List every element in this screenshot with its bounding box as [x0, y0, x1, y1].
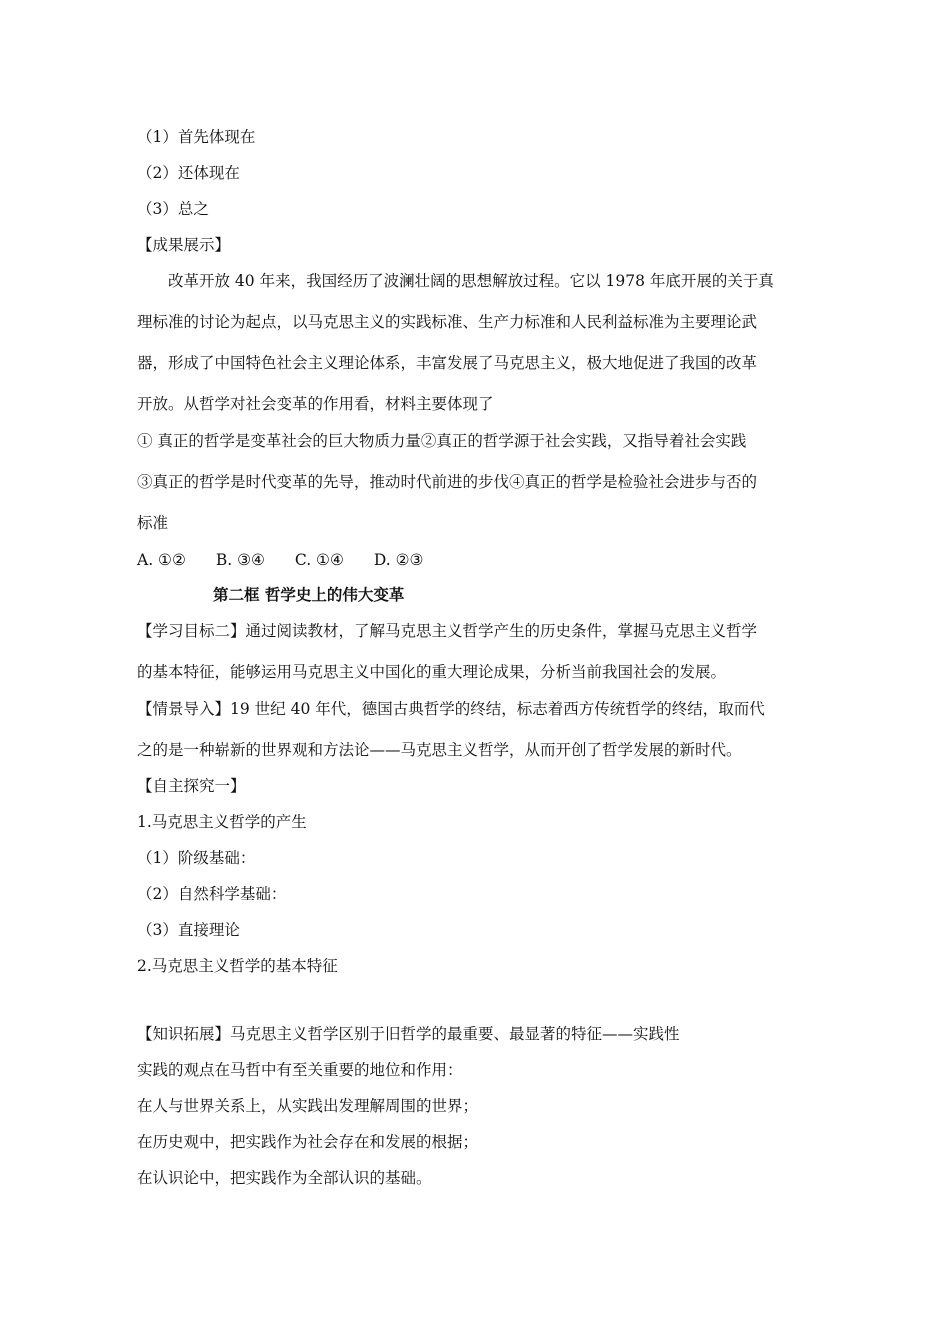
point-3-line: （3）总之: [137, 200, 209, 218]
question-paragraph-line: 改革开放 40 年来，我国经历了波澜壮阔的思想解放过程。它以 1978 年底开展的关于真: [168, 272, 774, 290]
option-d: D. ②③: [373, 551, 424, 569]
statement-line: ① 真正的哲学是变革社会的巨大物质力量②真正的哲学源于社会实践，又指导着社会实践: [137, 432, 747, 450]
scenario-intro-line: 【情景导入】19 世纪 40 年代，德国古典哲学的终结，标志着西方传统哲学的终结，取而代: [137, 700, 765, 718]
option-a: A. ①②: [137, 551, 186, 569]
question-paragraph-line: 器，形成了中国特色社会主义理论体系，丰富发展了马克思主义，极大地促进了我国的改革: [137, 354, 758, 372]
question-paragraph-line: 开放。从哲学对社会变革的作用看，材料主要体现了: [137, 395, 494, 413]
extension-line: 在人与世界关系上，从实践出发理解周围的世界；: [137, 1097, 479, 1115]
statement-line: ③真正的哲学是时代变革的先导，推动时代前进的步伐④真正的哲学是检验社会进步与否的: [137, 473, 758, 491]
option-c: C. ①④: [294, 551, 344, 569]
extension-line: 在认识论中，把实践作为全部认识的基础。: [137, 1169, 432, 1187]
section-results-heading: 【成果展示】: [137, 236, 231, 254]
inquiry-subitem: （1）阶级基础：: [137, 849, 256, 867]
point-1-line: （1）首先体现在: [137, 128, 256, 146]
extension-line: 在历史观中，把实践作为社会存在和发展的根据；: [137, 1133, 479, 1151]
learning-goal-line: 的基本特征，能够运用马克思主义中国化的重大理论成果，分析当前我国社会的发展。: [137, 663, 727, 681]
question-paragraph-line: 理标准的讨论为起点，以马克思主义的实践标准、生产力标准和人民利益标准为主要理论武: [137, 313, 758, 331]
option-b: B. ③④: [215, 551, 265, 569]
lesson-title: 第二框 哲学史上的伟大变革: [213, 585, 405, 604]
extension-line: 实践的观点在马哲中有至关重要的地位和作用：: [137, 1061, 463, 1079]
knowledge-extension-heading: 【知识拓展】马克思主义哲学区别于旧哲学的最重要、最显著的特征——实践性: [137, 1025, 680, 1043]
statement-line: 标准: [137, 514, 169, 532]
learning-goal-line: 【学习目标二】通过阅读教材，了解马克思主义哲学产生的历史条件，掌握马克思主义哲学: [137, 622, 758, 640]
point-2-line: （2）还体现在: [137, 164, 240, 182]
answer-options: [137, 550, 453, 570]
self-inquiry-heading: 【自主探究一】: [137, 777, 246, 795]
inquiry-subitem: （3）直接理论: [137, 921, 240, 939]
inquiry-subitem: （2）自然科学基础：: [137, 885, 287, 903]
inquiry-item-2: 2.马克思主义哲学的基本特征: [137, 957, 338, 975]
inquiry-item-1: 1.马克思主义哲学的产生: [137, 813, 307, 831]
scenario-intro-line: 之的是一种崭新的世界观和方法论——马克思主义哲学，从而开创了哲学发展的新时代。: [137, 741, 742, 759]
